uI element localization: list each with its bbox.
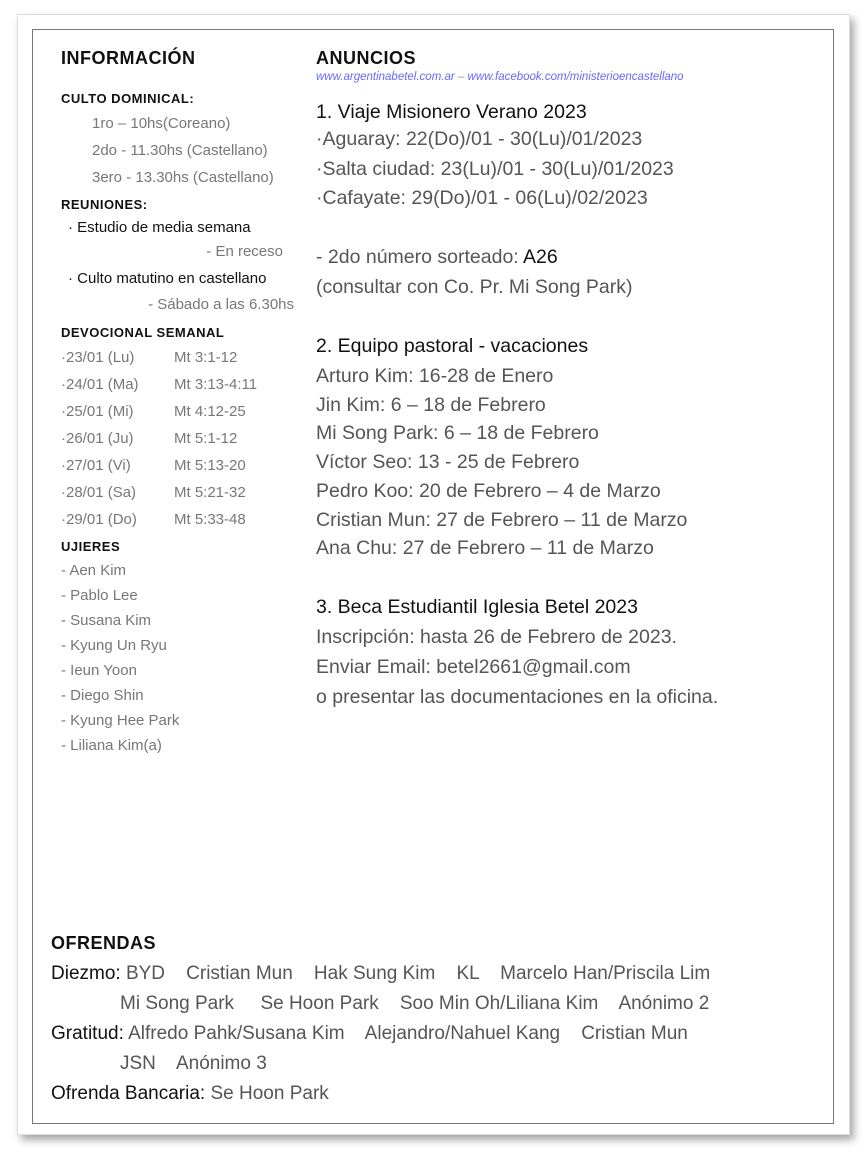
devocional-date: ·24/01 (Ma) [61, 376, 139, 393]
vacation-line: Mi Song Park: 6 – 18 de Febrero [316, 422, 599, 445]
culto-item: 2do - 11.30hs (Castellano) [92, 142, 268, 159]
anuncios-title: ANUNCIOS [316, 48, 417, 68]
informacion-title: INFORMACIÓN [61, 48, 196, 68]
ujier-item: - Kyung Hee Park [61, 712, 180, 729]
section-title: 3. Beca Estudiantil Iglesia Betel 2023 [316, 596, 638, 618]
vacation-line: Ana Chu: 27 de Febrero – 11 de Marzo [316, 537, 654, 560]
diezmo-label: Diezmo: [51, 963, 121, 984]
sorteo-value: A26 [523, 246, 558, 268]
ujier-item: - Aen Kim [61, 562, 127, 579]
trip-line: ·Cafayate: 29(Do)/01 - 06(Lu)/02/2023 [316, 187, 648, 209]
gratitud-label: Gratitud: [51, 1023, 124, 1044]
ujier-item: - Kyung Un Ryu [61, 637, 167, 654]
culto-item: 3ero - 13.30hs (Castellano) [92, 169, 274, 186]
vacation-line: Arturo Kim: 16-28 de Enero [316, 365, 554, 387]
ujier-item: - Pablo Lee [61, 587, 138, 604]
devocional-heading: DEVOCIONAL SEMANAL [61, 325, 225, 340]
beca-line: o presentar las documentaciones en la oficina. [316, 686, 719, 708]
devocional-reading: Mt 5:13-20 [174, 457, 246, 474]
devocional-reading: Mt 3:1-12 [174, 349, 238, 366]
trip-line: ·Salta ciudad: 23(Lu)/01 - 30(Lu)/01/2023 [316, 158, 674, 180]
reunion-name: · Culto matutino en castellano [68, 270, 267, 287]
diezmo-names: BYD Cristian Mun Hak Sung Kim KL Marcelo Han/Priscila Lim [120, 963, 711, 984]
trip-line: ·Aguaray: 22(Do)/01 - 30(Lu)/01/2023 [316, 128, 643, 150]
reuniones-heading: REUNIONES: [61, 197, 148, 212]
ujier-item: - Susana Kim [61, 612, 152, 629]
devocional-date: ·25/01 (Mi) [61, 403, 134, 420]
vacation-line: Jin Kim: 6 – 18 de Febrero [316, 393, 546, 416]
devocional-reading: Mt 5:33-48 [174, 511, 246, 528]
beca-line: Enviar Email: betel2661@gmail.com [316, 656, 631, 678]
beca-line: Inscripción: hasta 26 de Febrero de 2023. [316, 626, 677, 648]
link-separator: – [457, 71, 465, 83]
section-title: 1. Viaje Misionero Verano 2023 [316, 101, 587, 123]
facebook-link[interactable]: www.facebook.com/ministerioencastellano [467, 71, 684, 83]
vacation-line: Pedro Koo: 20 de Febrero – 4 de Marzo [316, 479, 661, 502]
ujier-item: - Liliana Kim(a) [61, 737, 162, 754]
devocional-reading: Mt 3:13-4:11 [174, 376, 258, 393]
devocional-reading: Mt 5:21-32 [174, 484, 246, 501]
website-link[interactable]: www.argentinabetel.com.ar [316, 71, 455, 83]
devocional-reading: Mt 4:12-25 [174, 403, 246, 420]
ujier-item: - Diego Shin [61, 687, 144, 704]
devocional-date: ·23/01 (Lu) [61, 349, 135, 366]
devocional-date: ·27/01 (Vi) [61, 457, 131, 474]
ofrendas-title: OFRENDAS [51, 933, 157, 953]
gratitud-names: JSN Anónimo 3 [120, 1053, 267, 1074]
reunion-detail: - Sábado a las 6.30hs [148, 296, 294, 313]
reunion-name: · Estudio de media semana [68, 219, 251, 236]
devocional-date: ·29/01 (Do) [61, 511, 137, 528]
bancaria-names: Se Hoon Park [205, 1083, 329, 1104]
ujier-item: - Ieun Yoon [61, 662, 137, 679]
vacation-line: Cristian Mun: 27 de Febrero – 11 de Marzo [316, 508, 688, 531]
devocional-reading: Mt 5:1-12 [174, 430, 238, 447]
reunion-detail: - En receso [206, 243, 283, 260]
devocional-date: ·26/01 (Ju) [61, 430, 134, 447]
gratitud-names: Alfredo Pahk/Susana Kim Alejandro/Nahuel Kang Cristian Mun [123, 1023, 688, 1044]
diezmo-names: Mi Song Park Se Hoon Park Soo Min Oh/Liliana Kim Anónimo 2 [120, 993, 710, 1014]
culto-heading: CULTO DOMINICAL: [61, 91, 195, 106]
vacation-line: Víctor Seo: 13 - 25 de Febrero [316, 451, 580, 474]
section-title: 2. Equipo pastoral - vacaciones [316, 335, 589, 357]
consultar-line: (consultar con Co. Pr. Mi Song Park) [316, 276, 633, 298]
culto-item: 1ro – 10hs(Coreano) [92, 115, 231, 132]
sorteo-label: - 2do número sorteado: [316, 246, 524, 268]
devocional-date: ·28/01 (Sa) [61, 484, 137, 501]
bancaria-label: Ofrenda Bancaria: [51, 1083, 206, 1104]
ujieres-heading: UJIERES [61, 539, 121, 554]
